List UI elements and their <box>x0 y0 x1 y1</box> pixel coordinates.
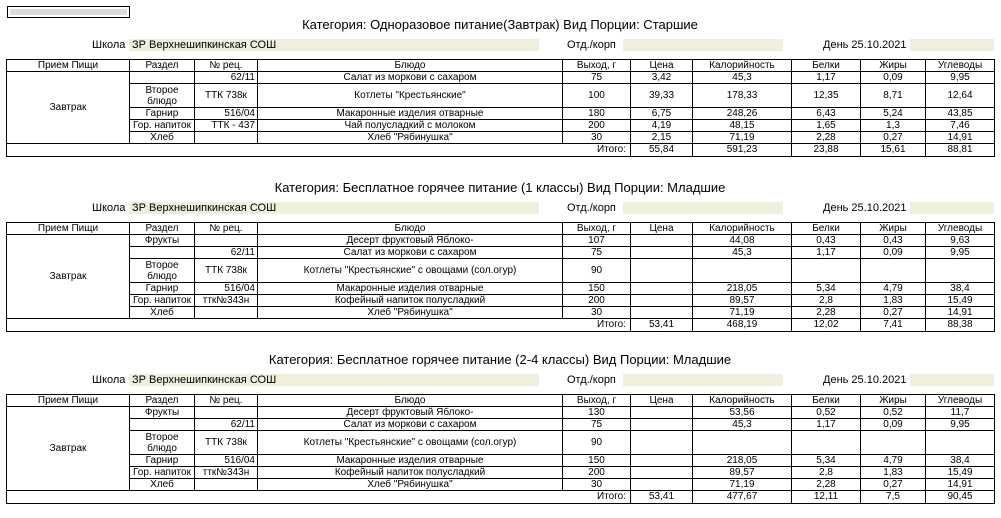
recipe-cell: ТТК 738к <box>195 259 258 283</box>
recipe-cell <box>195 132 258 144</box>
section-cell: Гор. напиток <box>130 120 195 132</box>
calories-cell: 71,19 <box>693 307 792 319</box>
calories-cell: 71,19 <box>693 479 792 491</box>
fat-cell: 0,09 <box>861 419 926 431</box>
recipe-cell <box>195 407 258 419</box>
column-header: Калорийность <box>693 223 792 235</box>
column-header: Жиры <box>861 223 926 235</box>
total-price: 53,41 <box>631 491 693 504</box>
column-header: Углеводы <box>926 223 995 235</box>
protein-cell: 0,52 <box>792 407 861 419</box>
fat-cell: 0,09 <box>861 247 926 259</box>
column-header: Прием Пищи <box>7 223 130 235</box>
recipe-cell: 516/04 <box>195 283 258 295</box>
output-cell: 30 <box>563 479 631 491</box>
dept-field <box>623 39 783 51</box>
fat-cell: 4,79 <box>861 455 926 467</box>
protein-cell: 2,8 <box>792 295 861 307</box>
school-info-row <box>6 39 994 53</box>
price-cell <box>631 259 693 283</box>
menu-section <box>6 177 994 342</box>
menu-section <box>6 14 994 179</box>
protein-cell: 2,8 <box>792 467 861 479</box>
column-header: Углеводы <box>926 60 995 72</box>
total-price: 55,84 <box>631 144 693 157</box>
price-cell <box>631 295 693 307</box>
table-row <box>7 407 995 419</box>
recipe-cell: ТТК 738к <box>195 431 258 455</box>
protein-cell: 1,17 <box>792 72 861 84</box>
price-cell <box>631 455 693 467</box>
protein-cell: 2,28 <box>792 307 861 319</box>
carb-cell: 14,91 <box>926 479 995 491</box>
column-header: Калорийность <box>693 60 792 72</box>
price-cell: 6,75 <box>631 108 693 120</box>
column-header: Белки <box>792 223 861 235</box>
output-cell: 180 <box>563 108 631 120</box>
carb-cell: 9,95 <box>926 72 995 84</box>
dish-cell: Котлеты "Крестьянские" <box>258 84 563 108</box>
dish-cell: Салат из моркови с сахаром <box>258 247 563 259</box>
meal-cell: Завтрак <box>7 72 130 144</box>
protein-cell: 5,34 <box>792 283 861 295</box>
fat-cell: 8,71 <box>861 84 926 108</box>
day-label: День 25.10.2021 <box>823 374 907 386</box>
price-cell <box>631 283 693 295</box>
output-cell: 90 <box>563 259 631 283</box>
column-header: Выход, г <box>563 223 631 235</box>
calories-cell: 89,57 <box>693 467 792 479</box>
column-header: Выход, г <box>563 60 631 72</box>
total-fat: 7,41 <box>861 319 926 332</box>
dish-cell: Десерт фруктовый Яблоко- <box>258 235 563 247</box>
school-info-row <box>6 202 994 216</box>
output-cell: 200 <box>563 295 631 307</box>
protein-cell: 6,43 <box>792 108 861 120</box>
section-cell: Гарнир <box>130 455 195 467</box>
protein-cell: 0,43 <box>792 235 861 247</box>
dish-cell: Кофейный напиток полусладкий <box>258 467 563 479</box>
section-cell: Фрукты <box>130 407 195 419</box>
price-cell: 39,33 <box>631 84 693 108</box>
table-row <box>7 120 995 132</box>
recipe-cell <box>195 307 258 319</box>
dish-cell: Кофейный напиток полусладкий <box>258 295 563 307</box>
output-cell: 200 <box>563 120 631 132</box>
dish-cell: Салат из моркови с сахаром <box>258 419 563 431</box>
output-cell: 75 <box>563 247 631 259</box>
recipe-cell: 516/04 <box>195 455 258 467</box>
column-header: Жиры <box>861 60 926 72</box>
price-cell <box>631 235 693 247</box>
carb-cell: 15,49 <box>926 467 995 479</box>
column-header: Раздел <box>130 60 195 72</box>
dish-cell: Макаронные изделия отварные <box>258 455 563 467</box>
table-header-row <box>7 395 995 407</box>
section-cell: Хлеб <box>130 132 195 144</box>
column-header: Белки <box>792 395 861 407</box>
section-title: Категория: Одноразовое питание(Завтрак) Вид Порции: Старшие <box>302 17 698 32</box>
dish-cell: Салат из моркови с сахаром <box>258 72 563 84</box>
output-cell: 200 <box>563 467 631 479</box>
column-header: Белки <box>792 60 861 72</box>
price-cell <box>631 419 693 431</box>
table-row <box>7 132 995 144</box>
recipe-cell: ттк№343н <box>195 295 258 307</box>
dept-field <box>623 202 783 214</box>
school-name: ЗР Верхнешипкинская СОШ <box>132 202 277 214</box>
output-cell: 75 <box>563 72 631 84</box>
recipe-cell: 62/11 <box>195 419 258 431</box>
calories-cell: 45,3 <box>693 72 792 84</box>
dish-cell: Макаронные изделия отварные <box>258 108 563 120</box>
total-label: Итого: <box>7 491 631 504</box>
protein-cell <box>792 431 861 455</box>
column-header: Цена <box>631 223 693 235</box>
dish-cell: Десерт фруктовый Яблоко- <box>258 407 563 419</box>
carb-cell: 14,91 <box>926 132 995 144</box>
total-label: Итого: <box>7 144 631 157</box>
school-name: ЗР Верхнешипкинская СОШ <box>132 374 277 386</box>
calories-cell: 89,57 <box>693 295 792 307</box>
carb-cell: 15,49 <box>926 295 995 307</box>
section-title: Категория: Бесплатное горячее питание (2-4 классы) Вид Порции: Младшие <box>268 352 732 367</box>
table-header-row <box>7 60 995 72</box>
section-cell: Гор. напиток <box>130 467 195 479</box>
table-header-row <box>7 223 995 235</box>
fat-cell: 0,27 <box>861 307 926 319</box>
column-header: Углеводы <box>926 395 995 407</box>
column-header: № рец. <box>195 223 258 235</box>
calories-cell: 218,05 <box>693 455 792 467</box>
column-header: Блюдо <box>258 395 563 407</box>
recipe-cell: 62/11 <box>195 72 258 84</box>
section-cell: Хлеб <box>130 307 195 319</box>
table-row <box>7 108 995 120</box>
protein-cell: 5,34 <box>792 455 861 467</box>
table-row <box>7 479 995 491</box>
output-cell: 150 <box>563 455 631 467</box>
column-header: Раздел <box>130 223 195 235</box>
section-cell: Гарнир <box>130 108 195 120</box>
protein-cell: 12,35 <box>792 84 861 108</box>
fat-cell: 4,79 <box>861 283 926 295</box>
meal-cell: Завтрак <box>7 407 130 491</box>
column-header: Прием Пищи <box>7 60 130 72</box>
dish-cell: Котлеты "Крестьянские" с овощами (сол.огур) <box>258 259 563 283</box>
price-cell <box>631 247 693 259</box>
price-cell: 3,42 <box>631 72 693 84</box>
total-prot: 12,02 <box>792 319 861 332</box>
total-kcal: 477,67 <box>693 491 792 504</box>
output-cell: 107 <box>563 235 631 247</box>
dept-field <box>623 374 783 386</box>
section-cell <box>130 72 195 84</box>
dish-cell: Чай полусладкий с молоком <box>258 120 563 132</box>
protein-cell: 1,65 <box>792 120 861 132</box>
recipe-cell: 516/04 <box>195 108 258 120</box>
carb-cell <box>926 259 995 283</box>
section-cell: Второе блюдо <box>130 259 195 283</box>
fat-cell: 1,83 <box>861 295 926 307</box>
calories-cell: 53,56 <box>693 407 792 419</box>
menu-section <box>6 349 994 514</box>
column-header: Раздел <box>130 395 195 407</box>
output-cell: 30 <box>563 132 631 144</box>
calories-cell: 218,05 <box>693 283 792 295</box>
total-price: 53,41 <box>631 319 693 332</box>
total-prot: 12,11 <box>792 491 861 504</box>
protein-cell: 2,28 <box>792 132 861 144</box>
calories-cell: 178,33 <box>693 84 792 108</box>
total-fat: 15,61 <box>861 144 926 157</box>
table-row <box>7 247 995 259</box>
column-header: Прием Пищи <box>7 395 130 407</box>
meal-cell: Завтрак <box>7 235 130 319</box>
calories-cell <box>693 259 792 283</box>
fat-cell <box>861 259 926 283</box>
total-label: Итого: <box>7 319 631 332</box>
menu-table <box>6 59 995 157</box>
table-row <box>7 235 995 247</box>
fat-cell <box>861 431 926 455</box>
carb-cell: 9,95 <box>926 247 995 259</box>
price-cell <box>631 467 693 479</box>
section-cell: Хлеб <box>130 479 195 491</box>
recipe-cell: 62/11 <box>195 247 258 259</box>
fat-cell: 0,27 <box>861 479 926 491</box>
protein-cell: 1,17 <box>792 247 861 259</box>
fat-cell: 0,27 <box>861 132 926 144</box>
section-cell: Второе блюдо <box>130 84 195 108</box>
carb-cell: 38,4 <box>926 455 995 467</box>
school-label: Школа <box>92 39 126 51</box>
carb-cell: 7,46 <box>926 120 995 132</box>
menu-table <box>6 394 995 504</box>
table-row <box>7 419 995 431</box>
section-cell <box>130 247 195 259</box>
column-header: Блюдо <box>258 60 563 72</box>
fat-cell: 5,24 <box>861 108 926 120</box>
carb-cell: 38,4 <box>926 283 995 295</box>
total-carb: 90,45 <box>926 491 995 504</box>
table-row <box>7 72 995 84</box>
dish-cell: Макаронные изделия отварные <box>258 283 563 295</box>
table-row <box>7 283 995 295</box>
section-cell: Гор. напиток <box>130 295 195 307</box>
section-cell: Гарнир <box>130 283 195 295</box>
calories-cell <box>693 431 792 455</box>
dept-label: Отд./корп <box>567 202 616 214</box>
output-cell: 75 <box>563 419 631 431</box>
fat-cell: 0,52 <box>861 407 926 419</box>
price-cell: 4,19 <box>631 120 693 132</box>
price-cell <box>631 407 693 419</box>
column-header: Выход, г <box>563 395 631 407</box>
calories-cell: 248,26 <box>693 108 792 120</box>
price-cell <box>631 431 693 455</box>
total-carb: 88,38 <box>926 319 995 332</box>
protein-cell: 2,28 <box>792 479 861 491</box>
fat-cell: 1,83 <box>861 467 926 479</box>
day-label: День 25.10.2021 <box>823 39 907 51</box>
school-label: Школа <box>92 374 126 386</box>
carb-cell: 11,7 <box>926 407 995 419</box>
column-header: Калорийность <box>693 395 792 407</box>
fat-cell: 0,09 <box>861 72 926 84</box>
dish-cell: Хлеб "Рябинушка" <box>258 479 563 491</box>
section-cell: Второе блюдо <box>130 431 195 455</box>
price-cell <box>631 479 693 491</box>
day-label: День 25.10.2021 <box>823 202 907 214</box>
column-header: № рец. <box>195 395 258 407</box>
total-kcal: 591,23 <box>693 144 792 157</box>
table-row <box>7 259 995 283</box>
section-cell: Фрукты <box>130 235 195 247</box>
day-field <box>910 39 994 51</box>
table-row <box>7 467 995 479</box>
output-cell: 150 <box>563 283 631 295</box>
output-cell: 130 <box>563 407 631 419</box>
carb-cell <box>926 431 995 455</box>
calories-cell: 45,3 <box>693 419 792 431</box>
recipe-cell: ттк№343н <box>195 467 258 479</box>
total-row <box>7 144 995 157</box>
day-field <box>910 374 994 386</box>
column-header: Цена <box>631 60 693 72</box>
total-prot: 23,88 <box>792 144 861 157</box>
output-cell: 30 <box>563 307 631 319</box>
recipe-cell: ТТК - 437 <box>195 120 258 132</box>
protein-cell: 1,17 <box>792 419 861 431</box>
total-fat: 7,5 <box>861 491 926 504</box>
school-info-row <box>6 374 994 388</box>
price-cell <box>631 307 693 319</box>
dish-cell: Хлеб "Рябинушка" <box>258 307 563 319</box>
section-title: Категория: Бесплатное горячее питание (1 классы) Вид Порции: Младшие <box>274 180 726 195</box>
calories-cell: 48,15 <box>693 120 792 132</box>
column-header: № рец. <box>195 60 258 72</box>
column-header: Блюдо <box>258 223 563 235</box>
table-row <box>7 84 995 108</box>
section-cell <box>130 419 195 431</box>
total-row <box>7 319 995 332</box>
carb-cell: 14,91 <box>926 307 995 319</box>
menu-table <box>6 222 995 332</box>
column-header: Жиры <box>861 395 926 407</box>
calories-cell: 44,08 <box>693 235 792 247</box>
table-row <box>7 295 995 307</box>
recipe-cell <box>195 479 258 491</box>
school-name: ЗР Верхнешипкинская СОШ <box>132 39 277 51</box>
dish-cell: Котлеты "Крестьянские" с овощами (сол.огур) <box>258 431 563 455</box>
output-cell: 90 <box>563 431 631 455</box>
calories-cell: 45,3 <box>693 247 792 259</box>
table-row <box>7 455 995 467</box>
carb-cell: 9,95 <box>926 419 995 431</box>
dept-label: Отд./корп <box>567 374 616 386</box>
fat-cell: 0,43 <box>861 235 926 247</box>
total-row <box>7 491 995 504</box>
recipe-cell: ТТК 738к <box>195 84 258 108</box>
school-label: Школа <box>92 202 126 214</box>
carb-cell: 12,64 <box>926 84 995 108</box>
day-field <box>910 202 994 214</box>
dish-cell: Хлеб "Рябинушка" <box>258 132 563 144</box>
column-header: Цена <box>631 395 693 407</box>
carb-cell: 9,63 <box>926 235 995 247</box>
carb-cell: 43,85 <box>926 108 995 120</box>
total-kcal: 468,19 <box>693 319 792 332</box>
price-cell: 2,15 <box>631 132 693 144</box>
dept-label: Отд./корп <box>567 39 616 51</box>
fat-cell: 1,3 <box>861 120 926 132</box>
output-cell: 100 <box>563 84 631 108</box>
calories-cell: 71,19 <box>693 132 792 144</box>
total-carb: 88,81 <box>926 144 995 157</box>
recipe-cell <box>195 235 258 247</box>
protein-cell <box>792 259 861 283</box>
table-row <box>7 307 995 319</box>
table-row <box>7 431 995 455</box>
